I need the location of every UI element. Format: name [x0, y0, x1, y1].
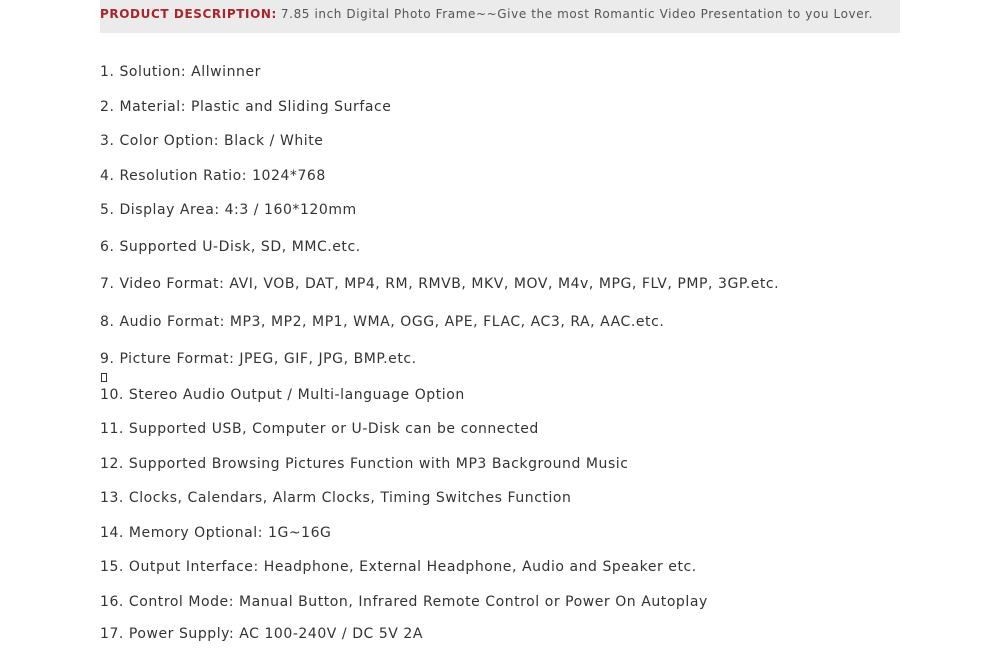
- spec-item-color-option: 3. Color Option: Black / White: [100, 133, 324, 149]
- spec-item-solution: 1. Solution: Allwinner: [100, 64, 261, 80]
- header-label: PRODUCT DESCRIPTION:: [100, 7, 277, 21]
- description-header: [100, 0, 900, 33]
- header-description: 7.85 inch Digital Photo Frame~~Give the most Romantic Video Presentation to you Lover.: [280, 7, 874, 21]
- spec-item-usb-support: 11. Supported USB, Computer or U-Disk can be connected: [100, 421, 539, 437]
- spec-item-memory: 14. Memory Optional: 1G~16G: [100, 525, 332, 541]
- spec-item-control-mode: 16. Control Mode: Manual Button, Infrared Remote Control or Power On Autoplay: [100, 594, 708, 610]
- spec-item-browsing-pictures: 12. Supported Browsing Pictures Function with MP3 Background Music: [100, 456, 629, 472]
- spec-item-power-supply: 17. Power Supply: AC 100-240V / DC 5V 2A: [100, 626, 424, 642]
- spec-item-clocks: 13. Clocks, Calendars, Alarm Clocks, Timing Switches Function: [100, 490, 572, 506]
- spec-item-audio-format: 8. Audio Format: MP3, MP2, MP1, WMA, OGG, APE, FLAC, AC3, RA, AAC.etc.: [100, 314, 665, 330]
- missing-glyph-box: [101, 373, 107, 382]
- spec-item-picture-format: 9. Picture Format: JPEG, GIF, JPG, BMP.etc.: [100, 351, 417, 367]
- spec-item-video-format: 7. Video Format: AVI, VOB, DAT, MP4, RM, RMVB, MKV, MOV, M4v, MPG, FLV, PMP, 3GP.etc.: [100, 276, 780, 292]
- spec-item-audio-output: 10. Stereo Audio Output / Multi-language Option: [100, 387, 465, 403]
- spec-item-resolution: 4. Resolution Ratio: 1024*768: [100, 168, 326, 184]
- spec-item-material: 2. Material: Plastic and Sliding Surface: [100, 99, 392, 115]
- spec-item-display-area: 5. Display Area: 4:3 / 160*120mm: [100, 202, 357, 218]
- header-text: [100, 7, 873, 21]
- spec-item-output-interface: 15. Output Interface: Headphone, External Headphone, Audio and Speaker etc.: [100, 559, 697, 575]
- spec-item-supported-storage: 6. Supported U-Disk, SD, MMC.etc.: [100, 239, 361, 255]
